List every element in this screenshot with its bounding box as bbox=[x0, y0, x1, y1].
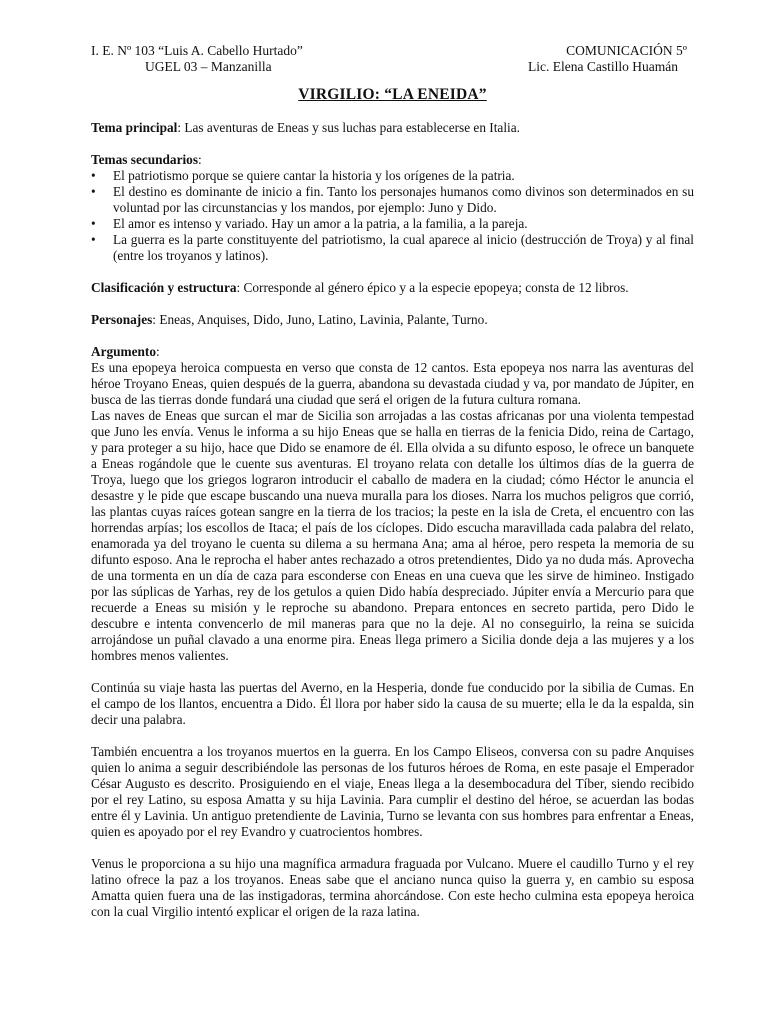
personajes bbox=[91, 312, 694, 328]
bullet-icon: • bbox=[91, 184, 96, 199]
list-item bbox=[91, 232, 694, 264]
argumento-colon: : bbox=[156, 344, 160, 359]
list-item bbox=[91, 168, 694, 184]
list-item bbox=[91, 184, 694, 216]
bullet-icon: • bbox=[91, 216, 96, 231]
clasificacion-label: Clasificación y estructura bbox=[91, 280, 237, 295]
argumento-paragraph-3: Continúa su viaje hasta las puertas del Averno, en la Hesperia, donde fue conducido por la sibilia de Cumas. En el campo de los llantos, encuentra a Dido. Él llora por haber sido la causa de su muerte; ella le da la espalda, sin decir una palabra. bbox=[91, 680, 694, 727]
tema-principal-label: Tema principal bbox=[91, 120, 178, 135]
list-item-text: El patriotismo porque se quiere cantar la historia y los orígenes de la patria. bbox=[113, 168, 515, 183]
bullet-icon: • bbox=[91, 232, 96, 247]
temas-secundarios-label: Temas secundarios bbox=[91, 152, 199, 167]
tema-principal bbox=[91, 120, 694, 136]
temas-secundarios-list bbox=[91, 168, 694, 264]
personajes-text: : Eneas, Anquises, Dido, Juno, Latino, Lavinia, Palante, Turno. bbox=[152, 312, 488, 327]
ugel-name: UGEL 03 – Manzanilla bbox=[145, 59, 272, 74]
personajes-label: Personajes bbox=[91, 312, 153, 327]
list-item bbox=[91, 216, 694, 232]
page-header bbox=[91, 42, 694, 86]
argumento-paragraph-5: Venus le proporciona a su hijo una magnífica armadura fraguada por Vulcano. Muere el caudillo Turno y el rey latino ofrece la paz a los troyanos. Eneas sabe que el anciano nunca quiso la guerra y, en cambio su esposa Amatta quien fuera una de las instigadoras, termina ahorcándose. Con este hecho culmina esta epopeya heroica con la cual Virgilio intentó explicar el origen de la raza latina. bbox=[91, 856, 694, 919]
document-title: VIRGILIO: “LA ENEIDA” bbox=[298, 86, 487, 103]
list-item-text: La guerra es la parte constituyente del patriotismo, la cual aparece al inicio (destrucción de Troya) y al final (entre los troyanos y latinos). bbox=[113, 232, 694, 263]
list-item-text: El amor es intenso y variado. Hay un amor a la patria, a la familia, a la pareja. bbox=[113, 216, 528, 231]
argumento-paragraph-1: Es una epopeya heroica compuesta en verso que consta de 12 cantos. Esta epopeya nos narra las aventuras del héroe Troyano Eneas, quien después de la guerra, abandona su devastada ciudad y va, por mandato de Júpiter, en busca de las tierras donde fundará una ciudad que será el origen de la futura cultura romana. bbox=[91, 360, 694, 407]
course-name: COMUNICACIÓN 5º bbox=[566, 43, 687, 58]
argumento-paragraph-2: Las naves de Eneas que surcan el mar de Sicilia son arrojadas a las costas africanas por una violenta tempestad que Juno les envía. Venus le informa a su hijo Eneas que se halla en tierras de la fenicia Dido, reina de Cartago, y para proteger a su hijo, hace que Dido se enamore de él. Ella olvida a su difunto esposo, le ofrece un banquete a Eneas rogándole que le cuente sus aventuras. El troyano relata con detalle los últimos días de la guerra de Troya, luego que los griegos lograron introducir el caballo de madera en la ciudad; cómo Héctor le anuncia el desastre y le pide que escape buscando una nueva muralla para los dioses. Narra los muchos peligros que corrió, las plantas cuyas raíces gotean sangre en la tierra de los tracios; la peste en la isla de Creta, el encuentro con las horrendas arpías; los escollos de Itaca; el país de los cíclopes. Dido escucha maravillada cada palabra del relato, enamorada ya del troyano le cuenta su dilema a su hermana Ana; ama al héroe, pero respeta la memoria de su difunto esposo. Ana le reprocha el haber antes rechazado a otros pretendientes, Dido ya no duda más. Aprovecha de una tormenta en un día de caza para esconderse con Eneas en una cueva que les sirve de himineo. Instigado por las súplicas de Yarhas, rey de los getulos a quien Dido había despreciado. Júpiter envía a Mercurio para que recuerde a Eneas su misión y le reproche su abandono. Prepara entonces en secreto partida, pero Dido le descubre e intenta convencerlo de mil maneras para que no la deje. Al no conseguirlo, la reina se suicida arrojándose un puñal clavado a una enorme pira. Eneas llega primero a Sicilia donde deja a las mujeres y a los hombres menos valientes. bbox=[91, 408, 694, 663]
teacher-name: Lic. Elena Castillo Huamán bbox=[528, 59, 678, 74]
clasificacion bbox=[91, 280, 694, 296]
argumento-paragraph-4: También encuentra a los troyanos muertos en la guerra. En los Campo Eliseos, conversa con su padre Anquises quien lo anima a seguir describiéndole las personas de los futuros héroes de Roma, en este pasaje el Emperador César Augusto es descrito. Prosiguiendo en el viaje, Eneas llega a la desembocadura del Tíber, siendo recibido por el rey Latino, su esposa Amatta y su hija Lavinia. Para cumplir el destino del héroe, se acuerdan las bodas entre él y Lavinia. Un antiguo pretendiente de Lavinia, Turno se levanta con sus hombres para enfrentar a Eneas, quien es apoyado por el rey Evandro y cuatrocientos hombres. bbox=[91, 744, 694, 839]
clasificacion-text: : Corresponde al género épico y a la especie epopeya; consta de 12 libros. bbox=[236, 280, 629, 295]
list-item-text: El destino es dominante de inicio a fin. Tanto los personajes humanos como divinos son determinados en su voluntad por las circunstancias y los mandos, por ejemplo: Juno y Dido. bbox=[113, 184, 694, 215]
bullet-icon: • bbox=[91, 168, 96, 183]
temas-secundarios-colon: : bbox=[198, 152, 202, 167]
school-name: I. E. Nº 103 “Luis A. Cabello Hurtado” bbox=[91, 43, 303, 58]
argumento-heading bbox=[91, 344, 694, 360]
argumento-label: Argumento bbox=[91, 344, 156, 359]
tema-principal-text: : Las aventuras de Eneas y sus luchas para establecerse en Italia. bbox=[177, 120, 520, 135]
temas-secundarios-heading bbox=[91, 152, 694, 168]
